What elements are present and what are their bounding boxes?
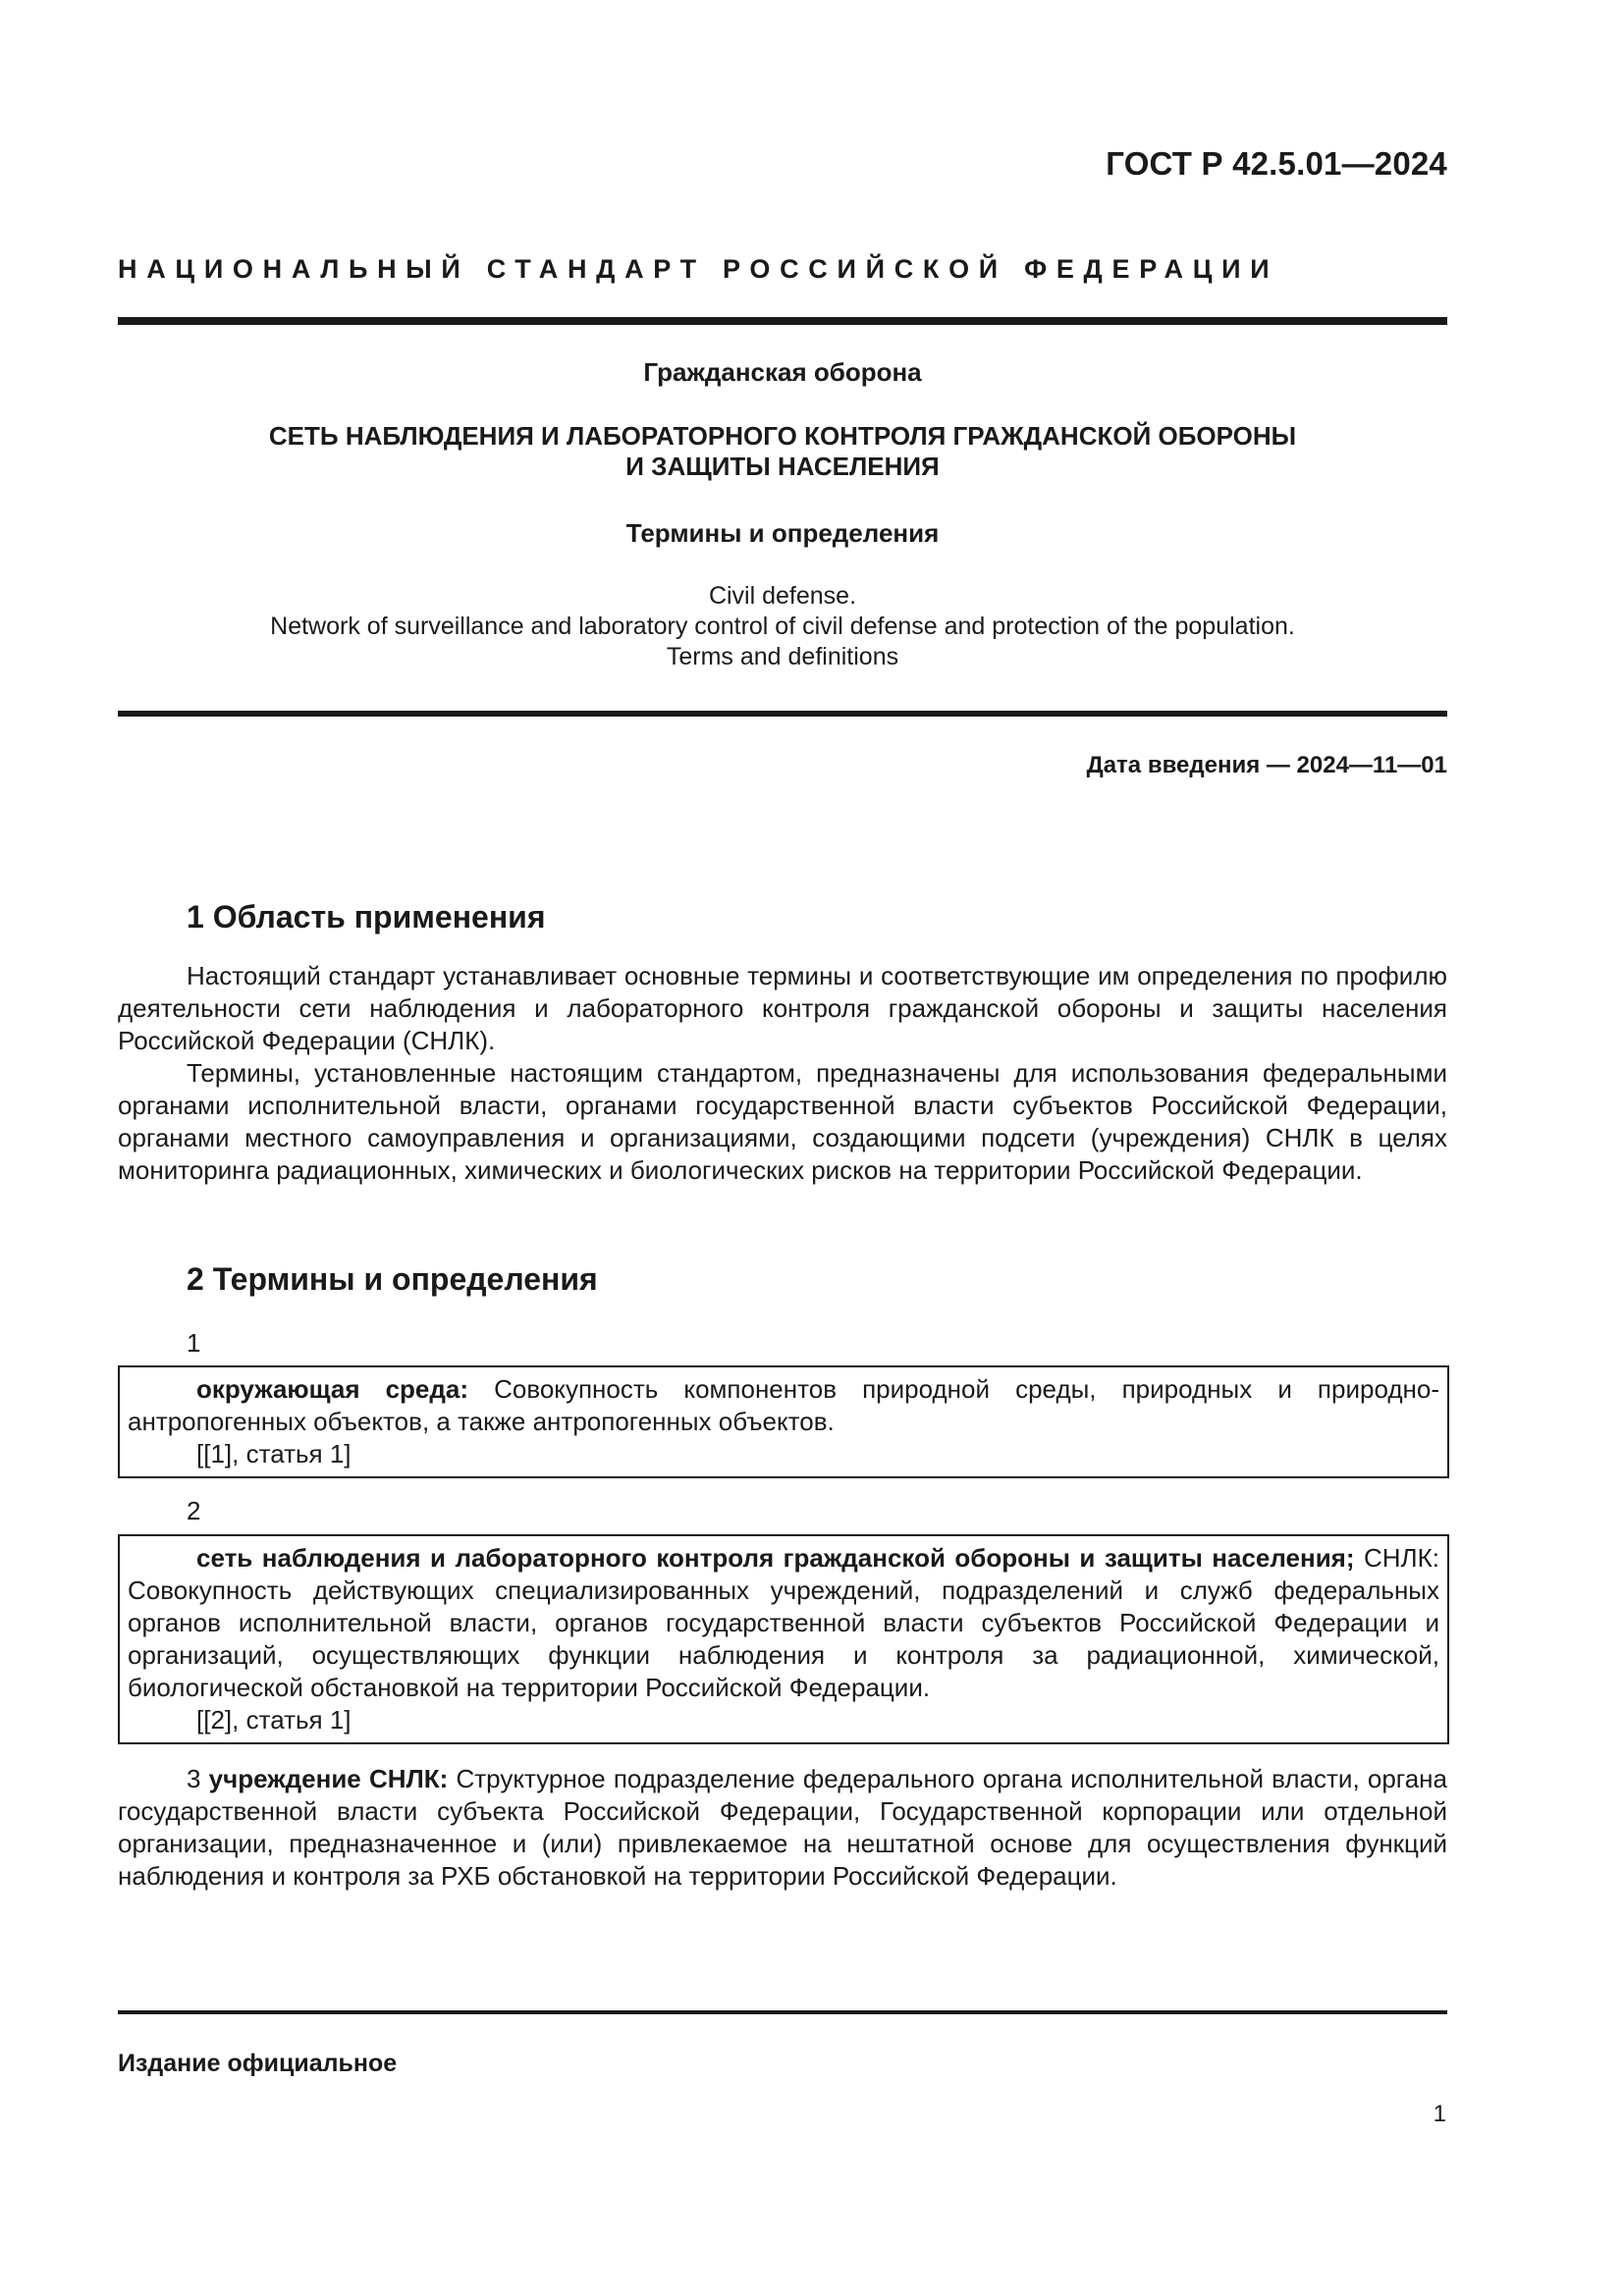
- term-box: [118, 1365, 1449, 1478]
- term-number: 2: [187, 1496, 201, 1525]
- edition-label: Издание официальное: [118, 2050, 398, 2077]
- definition-text: СНЛК: Совокупность действующих специализированных учреждений, подразделений и служб федеральных органов исполнительной власти, органов государственной власти субъектов Российской Федерации и организаций, осуществляющих функции наблюдения и контроля за радиационной, химической, биологической обстановкой на территории Российской Федерации.: [128, 1543, 1439, 1702]
- introduction-date: Дата введения — 2024—11—01: [1086, 752, 1447, 778]
- footer-divider: [118, 2010, 1447, 2014]
- scope-paragraph: Настоящий стандарт устанавливает основные термины и соответствующие им определения по профилю деятельности сети наблюдения и лабораторного контроля гражданской обороны и защиты населения Российской Федерации (СНЛК).: [118, 961, 1447, 1055]
- term-reference: [[2], статья 1]: [196, 1705, 352, 1735]
- title-ru-line-1: СЕТЬ НАБЛЮДЕНИЯ И ЛАБОРАТОРНОГО КОНТРОЛЯ ГРАЖДАНСКОЙ ОБОРОНЫ: [268, 421, 1297, 451]
- title-divider: [118, 711, 1447, 717]
- scope-text: [118, 960, 1447, 1187]
- top-divider: [118, 317, 1447, 325]
- term-title: учреждение СНЛК:: [208, 1764, 449, 1793]
- definition-text: Структурное подразделение федерального органа исполнительной власти, органа государственной власти субъекта Российской Федерации, Государственной корпорации или отдельной организации, предназначенное и (или) привлекаемое на нештатной основе для осуществления функций наблюдения и контроля за РХБ обстановкой на территории Российской Федерации.: [118, 1764, 1447, 1891]
- document-subtitle-ru: Термины и определения: [625, 518, 940, 548]
- title-en-line-3: Terms and definitions: [666, 643, 899, 670]
- term-title: окружающая среда:: [196, 1374, 469, 1404]
- title-ru-line-2: И ЗАЩИТЫ НАСЕЛЕНИЯ: [625, 452, 940, 481]
- document-title-ru: [118, 421, 1447, 482]
- term-entry-3: [118, 1763, 1447, 1893]
- term-definition: [128, 1542, 1439, 1704]
- title-en-line-2: Network of surveillance and laboratory control of civil defense and protection of the population.: [270, 613, 1295, 640]
- document-number: ГОСТ Р 42.5.01—2024: [1106, 145, 1447, 182]
- section-heading-scope: 1 Область применения: [187, 899, 546, 934]
- term-title: сеть наблюдения и лабораторного контроля гражданской обороны и защиты населения;: [196, 1543, 1355, 1573]
- section-heading-terms: 2 Термины и определения: [187, 1261, 598, 1297]
- definition-text: Совокупность компонентов природной среды, природных и природно-антропогенных объектов, а также антропогенных объектов.: [128, 1374, 1439, 1436]
- term-reference: [[1], статья 1]: [196, 1439, 352, 1468]
- document-subject: Гражданская оборона: [643, 357, 922, 387]
- term-box: [118, 1534, 1449, 1744]
- term-number: 1: [187, 1328, 201, 1358]
- term-definition: [128, 1373, 1439, 1438]
- document-title-en: [118, 581, 1447, 672]
- standard-header: НАЦИОНАЛЬНЫЙ СТАНДАРТ РОССИЙСКОЙ ФЕДЕРАЦИИ: [118, 254, 1279, 284]
- scope-paragraph: Термины, установленные настоящим стандартом, предназначены для использования федеральными органами исполнительной власти, органами государственной власти субъектов Российской Федерации, органами местного самоуправления и организациями, создающими подсети (учреждения) СНЛК в целях мониторинга радиационных, химических и биологических рисков на территории Российской Федерации.: [118, 1058, 1447, 1185]
- title-en-line-1: Civil defense.: [708, 582, 857, 610]
- term-definition: [118, 1763, 1447, 1893]
- term-number: 3: [187, 1764, 201, 1793]
- page-number: 1: [1433, 2101, 1446, 2127]
